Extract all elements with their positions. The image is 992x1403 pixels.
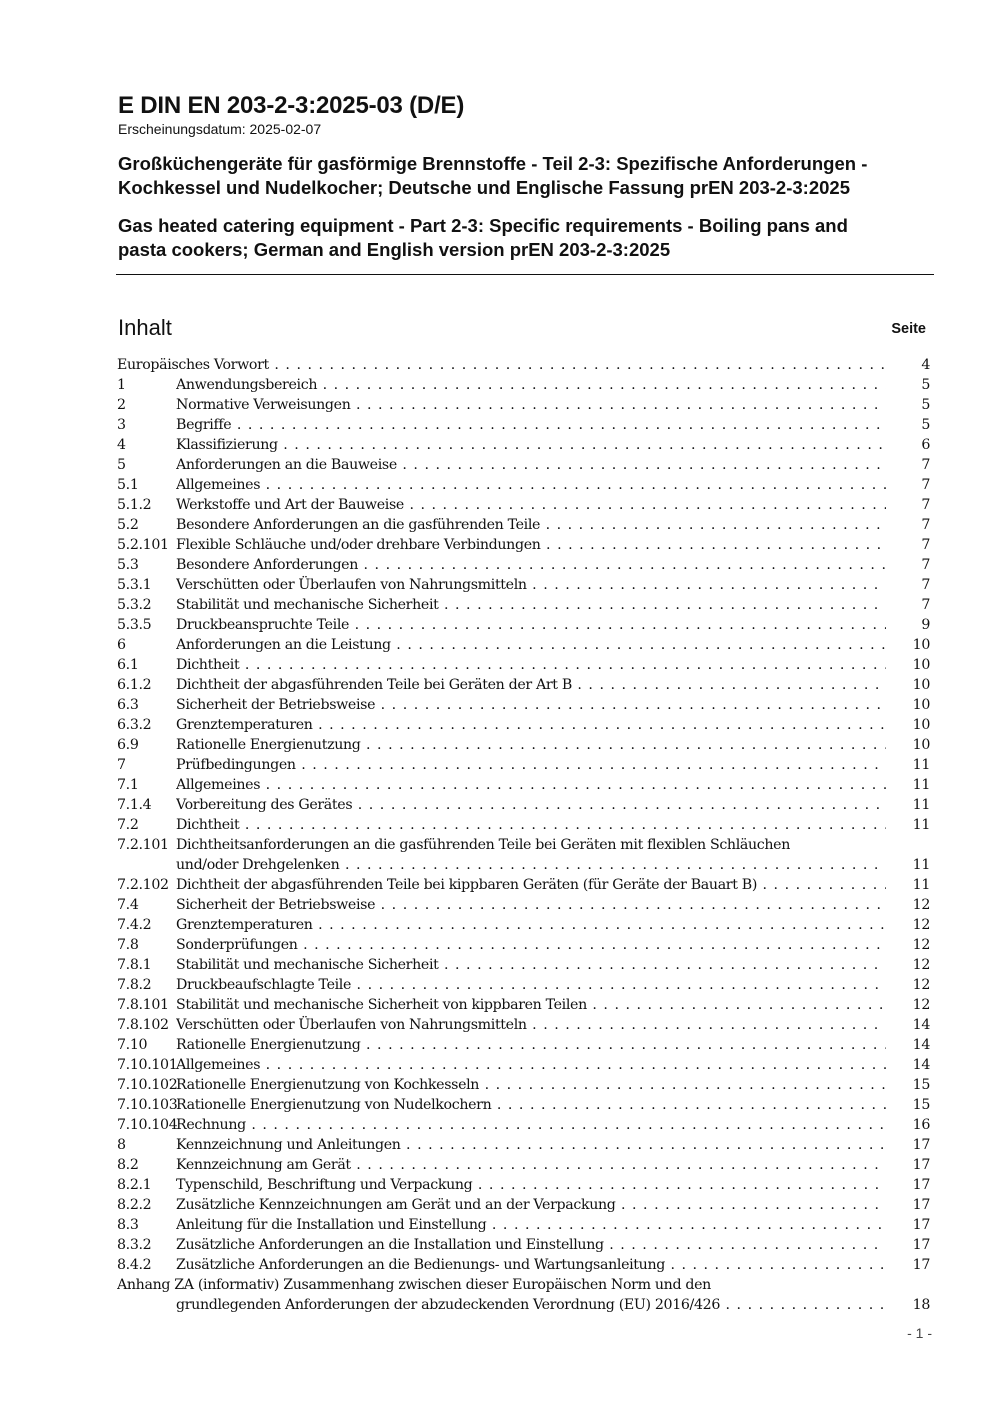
toc-entry[interactable] <box>117 635 930 655</box>
toc-entry-row-continued <box>117 855 930 875</box>
toc-entry-page: 12 <box>912 917 930 933</box>
toc-entry-page: 14 <box>912 1057 930 1073</box>
toc-entry-title: Vorbereitung des Gerätes . . . <box>176 795 886 815</box>
toc-entry-title: Zusätzliche Kennzeichnungen am Gerät und an der Verpackung . . . <box>176 1195 886 1215</box>
toc-entry-page: 17 <box>912 1237 930 1253</box>
toc-entry-title: Rationelle Energienutzung . . . <box>176 1035 886 1055</box>
toc-heading: Inhalt <box>118 315 172 340</box>
toc-entry-page: 7 <box>921 557 930 573</box>
publication-date: Erscheinungsdatum: 2025-02-07 <box>118 121 322 137</box>
toc-entry-row <box>117 475 930 495</box>
toc-entry-title: Rechnung . . . <box>176 1115 886 1135</box>
title-german <box>118 152 933 200</box>
toc-entry-title: Dichtheit . . . <box>176 655 886 675</box>
toc-entry[interactable] <box>117 415 930 435</box>
toc-entry[interactable] <box>117 835 930 875</box>
toc-entry[interactable] <box>117 1195 930 1215</box>
toc-entry-page: 11 <box>912 817 930 833</box>
toc-entry-number: 3 <box>117 417 126 433</box>
toc-entry-title: Grenztemperaturen . . . <box>176 915 886 935</box>
toc-entry[interactable] <box>117 955 930 975</box>
toc-entry[interactable] <box>117 1155 930 1175</box>
toc-entry-number: 7.2.102 <box>117 877 169 893</box>
toc-entry-page: 10 <box>912 657 930 673</box>
toc-entry-page: 7 <box>921 517 930 533</box>
toc-entry-row <box>117 1155 930 1175</box>
toc-entry-number: 7.1.4 <box>117 797 152 813</box>
toc-entry-page: 6 <box>921 437 930 453</box>
toc-entry-title: Europäisches Vorwort . . . <box>117 355 886 375</box>
toc-entry-number: 5.3 <box>117 557 139 573</box>
toc-entry[interactable] <box>117 795 930 815</box>
toc-entry-page: 17 <box>912 1257 930 1273</box>
toc-entry-title: Dichtheit . . . <box>176 815 886 835</box>
toc-entry[interactable] <box>117 595 930 615</box>
toc-entry[interactable] <box>117 695 930 715</box>
toc-entry-page: 11 <box>912 857 930 873</box>
toc-entry-number: 4 <box>117 437 126 453</box>
toc-entry[interactable] <box>117 575 930 595</box>
toc-entry-title: Stabilität und mechanische Sicherheit . . . <box>176 955 886 975</box>
toc-entry-title: Rationelle Energienutzung von Nudelkochern . . . <box>176 1095 886 1115</box>
toc-entry-title: Allgemeines . . . <box>176 775 886 795</box>
toc-entry-row <box>117 1055 930 1075</box>
table-of-contents <box>117 355 930 1315</box>
toc-entry[interactable] <box>117 775 930 795</box>
toc-entry-number: 7.8.101 <box>117 997 169 1013</box>
toc-entry-page: 7 <box>921 577 930 593</box>
toc-entry-page: 5 <box>921 397 930 413</box>
page-column-label: Seite <box>891 321 926 337</box>
toc-entry-page: 5 <box>921 417 930 433</box>
toc-entry-page: 7 <box>921 497 930 513</box>
toc-entry-page: 17 <box>912 1197 930 1213</box>
toc-entry[interactable] <box>117 815 930 835</box>
toc-entry-title: Dichtheit der abgasführenden Teile bei Geräten der Art B . . . <box>176 675 886 695</box>
header-divider <box>116 274 934 275</box>
toc-entry-title: Stabilität und mechanische Sicherheit . . . <box>176 595 886 615</box>
toc-entry[interactable] <box>117 535 930 555</box>
toc-entry-page: 7 <box>921 537 930 553</box>
toc-entry-title: Zusätzliche Anforderungen an die Installation und Einstellung . . . <box>176 1235 886 1255</box>
toc-entry-page: 7 <box>921 597 930 613</box>
toc-entry[interactable] <box>117 1115 930 1135</box>
toc-entry[interactable] <box>117 1095 930 1115</box>
toc-entry-row <box>117 935 930 955</box>
toc-entry-page: 17 <box>912 1177 930 1193</box>
toc-entry[interactable] <box>117 355 930 375</box>
toc-entry-number: 7.8.2 <box>117 977 152 993</box>
toc-entry-page: 11 <box>912 797 930 813</box>
toc-entry-number: 7.10 <box>117 1037 148 1053</box>
toc-entry-number: 7.10.103 <box>117 1097 178 1113</box>
toc-entry-title: Sicherheit der Betriebsweise . . . <box>176 895 886 915</box>
toc-entry-number: 7.10.104 <box>117 1117 178 1133</box>
toc-entry-title: Druckbeaufschlagte Teile . . . <box>176 975 886 995</box>
toc-entry-number: 7.10.102 <box>117 1077 178 1093</box>
toc-entry-title: Klassifizierung . . . <box>176 435 886 455</box>
toc-entry-row <box>117 795 930 815</box>
toc-entry[interactable] <box>117 915 930 935</box>
toc-entry-row <box>117 495 930 515</box>
toc-entry-row <box>117 955 930 975</box>
toc-entry-row <box>117 1135 930 1155</box>
toc-entry-row <box>117 435 930 455</box>
toc-entry[interactable] <box>117 615 930 635</box>
toc-entry-page: 11 <box>912 777 930 793</box>
toc-entry-row <box>117 375 930 395</box>
document-id: E DIN EN 203-2-3:2025-03 (D/E) <box>118 92 465 119</box>
toc-entry-page: 12 <box>912 937 930 953</box>
toc-entry-title: Rationelle Energienutzung . . . <box>176 735 886 755</box>
toc-entry[interactable] <box>117 1235 930 1255</box>
toc-entry-number: 7.2 <box>117 817 139 833</box>
toc-entry[interactable] <box>117 675 930 695</box>
toc-entry-title: Prüfbedingungen . . . <box>176 755 886 775</box>
toc-entry-row <box>117 615 930 635</box>
toc-entry-row <box>117 835 930 855</box>
toc-entry-number: 6.1 <box>117 657 139 673</box>
toc-entry-row <box>117 1175 930 1195</box>
title-english-line-2: pasta cookers; German and English version prEN 203-2-3:2025 <box>118 239 671 260</box>
toc-entry-row <box>117 1195 930 1215</box>
toc-entry-title: Druckbeanspruchte Teile . . . <box>176 615 886 635</box>
toc-entry-page: 11 <box>912 757 930 773</box>
toc-entry-row <box>117 775 930 795</box>
toc-entry[interactable] <box>117 1135 930 1155</box>
toc-entry-number: 7.1 <box>117 777 139 793</box>
toc-entry-row <box>117 535 930 555</box>
toc-entry-number: 5.2 <box>117 517 139 533</box>
toc-entry-title-continued: und/oder Drehgelenken . . . <box>176 855 886 875</box>
toc-entry-number: 6.9 <box>117 737 139 753</box>
toc-entry-row <box>117 1255 930 1275</box>
toc-entry-row <box>117 815 930 835</box>
toc-entry-row <box>117 515 930 535</box>
toc-entry-row <box>117 1095 930 1115</box>
page-number: - 1 - <box>907 1325 932 1341</box>
toc-entry-number: 5.1 <box>117 477 139 493</box>
toc-entry-number: 7.4.2 <box>117 917 152 933</box>
toc-entry-number: 7 <box>117 757 126 773</box>
toc-entry-title: Verschütten oder Überlaufen von Nahrungsmitteln . . . <box>176 1015 886 1035</box>
toc-entry-number: 7.4 <box>117 897 139 913</box>
toc-entry[interactable] <box>117 995 930 1015</box>
toc-entry-page: 9 <box>921 617 930 633</box>
toc-entry-title: Sonderprüfungen . . . <box>176 935 886 955</box>
toc-entry-page: 12 <box>912 997 930 1013</box>
toc-entry-row <box>117 675 930 695</box>
toc-entry-title: Sicherheit der Betriebsweise . . . <box>176 695 886 715</box>
toc-entry-number: 6 <box>117 637 126 653</box>
toc-entry-title: Kennzeichnung und Anleitungen . . . <box>176 1135 886 1155</box>
toc-entry-title: Dichtheitsanforderungen an die gasführenden Teile bei Geräten mit flexiblen Schläuchen <box>176 837 791 853</box>
toc-entry-row <box>117 875 930 895</box>
toc-entry-row <box>117 1015 930 1035</box>
toc-entry-number: 7.8.1 <box>117 957 152 973</box>
toc-entry-title: Kennzeichnung am Gerät . . . <box>176 1155 886 1175</box>
toc-entry-row <box>117 555 930 575</box>
toc-entry-page: 15 <box>912 1097 930 1113</box>
toc-entry-number: 7.8 <box>117 937 139 953</box>
toc-entry[interactable] <box>117 735 930 755</box>
toc-entry-page: 14 <box>912 1037 930 1053</box>
toc-entry-number: 6.3.2 <box>117 717 152 733</box>
toc-entry[interactable] <box>117 1055 930 1075</box>
toc-entry-row <box>117 1035 930 1055</box>
document-header <box>118 92 933 262</box>
toc-entry-number: 8 <box>117 1137 126 1153</box>
toc-entry[interactable] <box>117 1275 930 1315</box>
toc-entry-row <box>117 455 930 475</box>
toc-entry-row <box>117 415 930 435</box>
toc-entry[interactable] <box>117 1035 930 1055</box>
toc-entry-number: 6.1.2 <box>117 677 152 693</box>
toc-entry[interactable] <box>117 495 930 515</box>
toc-entry[interactable] <box>117 515 930 535</box>
toc-entry-title: Allgemeines . . . <box>176 475 886 495</box>
toc-entry-number: 6.3 <box>117 697 139 713</box>
toc-entry-row <box>117 635 930 655</box>
toc-entry-page: 12 <box>912 957 930 973</box>
toc-entry-page: 10 <box>912 697 930 713</box>
toc-entry-page: 10 <box>912 737 930 753</box>
toc-entry-row <box>117 915 930 935</box>
toc-entry-title: Zusätzliche Anforderungen an die Bedienungs- und Wartungsanleitung . . . <box>176 1255 886 1275</box>
toc-entry[interactable] <box>117 655 930 675</box>
toc-entry-row-continued <box>117 1295 930 1315</box>
toc-header <box>118 314 926 344</box>
toc-entry-title: Besondere Anforderungen an die gasführenden Teile . . . <box>176 515 886 535</box>
toc-entry-row <box>117 595 930 615</box>
toc-entry-number: 8.2.1 <box>117 1177 152 1193</box>
toc-entry-title: Begriffe . . . <box>176 415 886 435</box>
toc-entry-row <box>117 655 930 675</box>
toc-entry[interactable] <box>117 395 930 415</box>
toc-entry-page: 5 <box>921 377 930 393</box>
toc-entry[interactable] <box>117 895 930 915</box>
toc-entry-title: Anforderungen an die Bauweise . . . <box>176 455 886 475</box>
toc-entry-row <box>117 355 930 375</box>
toc-entry[interactable] <box>117 1015 930 1035</box>
title-german-line-2: Kochkessel und Nudelkocher; Deutsche und Englische Fassung prEN 203-2-3:2025 <box>118 177 850 198</box>
toc-entry-page: 14 <box>912 1017 930 1033</box>
toc-entry-page: 10 <box>912 637 930 653</box>
toc-entry-title: Besondere Anforderungen . . . <box>176 555 886 575</box>
toc-entry-title: Anforderungen an die Leistung . . . <box>176 635 886 655</box>
toc-entry-row <box>117 1235 930 1255</box>
toc-entry-row <box>117 695 930 715</box>
toc-entry-number: 8.3 <box>117 1217 139 1233</box>
toc-entry[interactable] <box>117 435 930 455</box>
toc-entry-page: 15 <box>912 1077 930 1093</box>
toc-entry[interactable] <box>117 935 930 955</box>
toc-entry-title: Anhang ZA (informativ) Zusammenhang zwischen dieser Europäischen Norm und den <box>117 1277 711 1293</box>
toc-entry-page: 11 <box>912 877 930 893</box>
toc-entry-title: Flexible Schläuche und/oder drehbare Verbindungen . . . <box>176 535 886 555</box>
toc-entry-title-continued: grundlegenden Anforderungen der abzudeckenden Verordnung (EU) 2016/426 . . . <box>176 1295 886 1315</box>
toc-entry[interactable] <box>117 475 930 495</box>
toc-entry-title: Normative Verweisungen . . . <box>176 395 886 415</box>
toc-entry-number: 2 <box>117 397 126 413</box>
title-english <box>118 214 933 262</box>
toc-entry[interactable] <box>117 755 930 775</box>
toc-entry-number: 1 <box>117 377 126 393</box>
toc-entry-title: Allgemeines . . . <box>176 1055 886 1075</box>
toc-entry-page: 10 <box>912 677 930 693</box>
toc-entry-row <box>117 1215 930 1235</box>
toc-entry-page: 10 <box>912 717 930 733</box>
toc-entry-number: 8.4.2 <box>117 1257 152 1273</box>
toc-entry-title: Anleitung für die Installation und Einstellung . . . <box>176 1215 886 1235</box>
toc-entry-number: 5.1.2 <box>117 497 152 513</box>
toc-entry-number: 7.8.102 <box>117 1017 169 1033</box>
toc-entry-number: 5.3.2 <box>117 597 152 613</box>
toc-entry-page: 7 <box>921 457 930 473</box>
toc-entry[interactable] <box>117 455 930 475</box>
toc-entry-row <box>117 755 930 775</box>
title-english-line-1: Gas heated catering equipment - Part 2-3: Specific requirements - Boiling pans and <box>118 215 848 236</box>
toc-entry-number: 5 <box>117 457 126 473</box>
toc-entry-row <box>117 575 930 595</box>
toc-entry-page: 17 <box>912 1137 930 1153</box>
toc-entry-number: 7.2.101 <box>117 837 169 853</box>
toc-entry-title: Stabilität und mechanische Sicherheit von kippbaren Teilen . . . <box>176 995 886 1015</box>
toc-entry-number: 5.2.101 <box>117 537 169 553</box>
toc-entry-row <box>117 735 930 755</box>
toc-entry[interactable] <box>117 1215 930 1235</box>
toc-entry-row <box>117 1075 930 1095</box>
toc-entry-page: 12 <box>912 977 930 993</box>
toc-entry-row <box>117 895 930 915</box>
toc-entry-page: 18 <box>912 1297 930 1313</box>
toc-entry-page: 16 <box>912 1117 930 1133</box>
toc-entry-page: 4 <box>921 357 930 373</box>
toc-entry-title: Anwendungsbereich . . . <box>176 375 886 395</box>
toc-entry-page: 7 <box>921 477 930 493</box>
toc-entry-row <box>117 1275 930 1295</box>
toc-entry-title: Rationelle Energienutzung von Kochkesseln . . . <box>176 1075 886 1095</box>
toc-entry-row <box>117 1115 930 1135</box>
toc-entry-number: 5.3.1 <box>117 577 152 593</box>
toc-entry[interactable] <box>117 975 930 995</box>
toc-entry[interactable] <box>117 1175 930 1195</box>
toc-entry[interactable] <box>117 875 930 895</box>
toc-entry-number: 8.2 <box>117 1157 139 1173</box>
title-german-line-1: Großküchengeräte für gasförmige Brennstoffe - Teil 2-3: Spezifische Anforderungen - <box>118 153 868 174</box>
toc-entry-title: Verschütten oder Überlaufen von Nahrungsmitteln . . . <box>176 575 886 595</box>
toc-entry-number: 8.2.2 <box>117 1197 152 1213</box>
toc-entry[interactable] <box>117 555 930 575</box>
toc-entry[interactable] <box>117 715 930 735</box>
toc-entry[interactable] <box>117 1255 930 1275</box>
toc-entry-title: Werkstoffe und Art der Bauweise . . . <box>176 495 886 515</box>
toc-entry-title: Grenztemperaturen . . . <box>176 715 886 735</box>
toc-entry-title: Dichtheit der abgasführenden Teile bei kippbaren Geräten (für Geräte der Bauart B) . . . <box>176 875 886 895</box>
toc-entry-number: 7.10.101 <box>117 1057 178 1073</box>
toc-entry-number: 5.3.5 <box>117 617 152 633</box>
toc-entry-page: 12 <box>912 897 930 913</box>
toc-entry-page: 17 <box>912 1157 930 1173</box>
toc-entry-row <box>117 975 930 995</box>
toc-entry-page: 17 <box>912 1217 930 1233</box>
toc-entry-title: Typenschild, Beschriftung und Verpackung . . . <box>176 1175 886 1195</box>
toc-entry-row <box>117 395 930 415</box>
toc-entry-row <box>117 995 930 1015</box>
toc-entry[interactable] <box>117 375 930 395</box>
toc-entry-number: 8.3.2 <box>117 1237 152 1253</box>
toc-entry[interactable] <box>117 1075 930 1095</box>
toc-entry-row <box>117 715 930 735</box>
